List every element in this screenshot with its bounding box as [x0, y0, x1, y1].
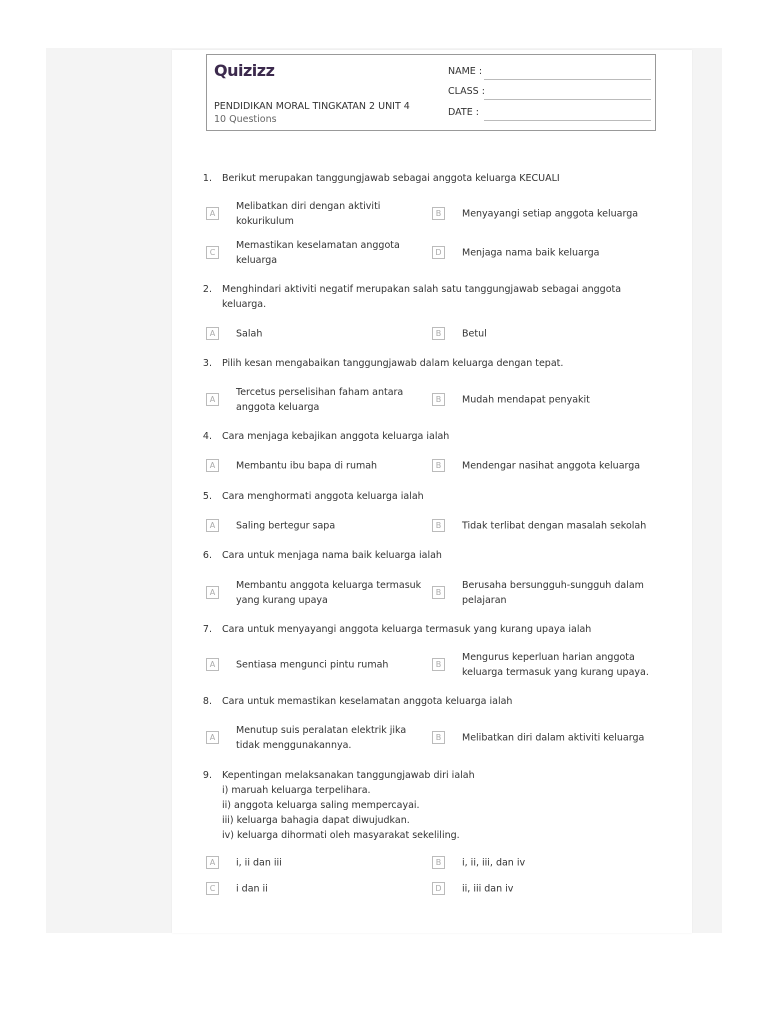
option-letter: B — [432, 856, 445, 869]
option-letter: B — [432, 459, 445, 472]
option-letter: A — [206, 459, 219, 472]
question-text: Cara untuk menjaga nama baik keluarga ialah — [222, 550, 442, 561]
question-number: 2. — [202, 284, 212, 295]
name-label: NAME : — [448, 66, 483, 77]
name-line[interactable] — [484, 79, 651, 80]
option-q7-b[interactable] — [432, 650, 652, 680]
option-q2-a[interactable] — [206, 319, 426, 349]
option-q2-b[interactable] — [432, 319, 652, 349]
option-q4-a[interactable] — [206, 451, 426, 481]
name-field[interactable] — [448, 66, 651, 80]
option-text: Tercetus perselisihan faham antara anggota keluarga — [236, 387, 404, 413]
class-label: CLASS : — [448, 86, 485, 97]
option-letter: A — [206, 207, 219, 220]
option-text: Tidak terlibat dengan masalah sekolah — [462, 520, 647, 532]
option-text: Betul — [462, 328, 487, 340]
option-letter: D — [432, 246, 445, 259]
option-text: Menyayangi setiap anggota keluarga — [462, 208, 639, 220]
option-letter: B — [432, 586, 445, 599]
date-line[interactable] — [484, 120, 651, 121]
option-letter: B — [432, 658, 445, 671]
option-letter: A — [206, 327, 219, 340]
option-text: i, ii dan iii — [236, 857, 282, 869]
question-count: 10 Questions — [214, 114, 277, 125]
option-text: i, ii, iii, dan iv — [462, 857, 526, 869]
option-q1-b[interactable] — [432, 199, 652, 229]
option-text: Menutup suis peralatan elektrik jika tidak menggunakannya. — [236, 725, 407, 751]
question-number: 1. — [202, 173, 212, 184]
option-text: ii, iii dan iv — [462, 883, 514, 895]
quizizz-logo: Quizizz — [214, 61, 275, 80]
option-q9-c[interactable] — [206, 874, 426, 904]
option-letter: A — [206, 586, 219, 599]
option-text: Membantu anggota keluarga termasuk yang kurang upaya — [236, 580, 422, 606]
question-number: 7. — [202, 624, 212, 635]
option-text: Sentiasa mengunci pintu rumah — [236, 659, 389, 671]
option-q3-a[interactable] — [206, 385, 426, 415]
option-q1-d[interactable] — [432, 238, 652, 268]
option-text: Melibatkan diri dengan aktiviti kokurikulum — [236, 201, 381, 227]
date-label: DATE : — [448, 107, 479, 118]
class-field[interactable] — [448, 86, 651, 100]
question-text: Cara menjaga kebajikan anggota keluarga ialah — [222, 431, 450, 442]
question-text: Pilih kesan mengabaikan tanggungjawab dalam keluarga dengan tepat. — [222, 358, 564, 369]
option-text: Berusaha bersungguh-sungguh dalam pelajaran — [462, 580, 644, 606]
option-q1-a[interactable] — [206, 199, 426, 229]
option-letter: C — [206, 246, 219, 259]
option-text: Mudah mendapat penyakit — [462, 394, 590, 406]
quiz-title: PENDIDIKAN MORAL TINGKATAN 2 UNIT 4 — [214, 101, 410, 112]
option-letter: B — [432, 207, 445, 220]
question-number: 8. — [202, 696, 212, 707]
question-text: Menghindari aktiviti negatif merupakan salah satu tanggungjawab sebagai anggota keluarga. — [222, 284, 622, 310]
option-letter: A — [206, 856, 219, 869]
option-letter: B — [432, 519, 445, 532]
question-number: 4. — [202, 431, 212, 442]
option-letter: B — [432, 327, 445, 340]
question-number: 3. — [202, 358, 212, 369]
option-text: i dan ii — [236, 883, 268, 895]
option-q5-a[interactable] — [206, 511, 426, 541]
option-letter: B — [432, 393, 445, 406]
option-letter: B — [432, 731, 445, 744]
option-q6-b[interactable] — [432, 578, 652, 608]
option-q3-b[interactable] — [432, 385, 652, 415]
option-q5-b[interactable] — [432, 511, 652, 541]
question-text: Cara untuk menyayangi anggota keluarga termasuk yang kurang upaya ialah — [222, 624, 592, 635]
option-text: Menjaga nama baik keluarga — [462, 247, 600, 259]
option-text: Mengurus keperluan harian anggota keluarga termasuk yang kurang upaya. — [462, 652, 649, 678]
question-text: Cara menghormati anggota keluarga ialah — [222, 491, 424, 502]
question-number: 9. — [202, 770, 212, 781]
option-letter: A — [206, 393, 219, 406]
option-letter: D — [432, 882, 445, 895]
date-field[interactable] — [448, 107, 651, 121]
option-q9-d[interactable] — [432, 874, 652, 904]
worksheet-header — [206, 54, 656, 131]
option-text: Memastikan keselamatan anggota keluarga — [236, 240, 400, 266]
option-text: Mendengar nasihat anggota keluarga — [462, 460, 641, 472]
option-q7-a[interactable] — [206, 650, 426, 680]
option-text: Saling bertegur sapa — [236, 520, 336, 532]
option-letter: A — [206, 519, 219, 532]
question-number: 6. — [202, 550, 212, 561]
question-text: Kepentingan melaksanakan tanggungjawab diri ialah i) maruah keluarga terpelihara. ii) anggota keluarga saling mempercayai. iii) keluarga bahagia dapat diwujudkan. iv) keluarga dihormati oleh masyarakat sekeliling. — [222, 770, 475, 841]
option-letter: A — [206, 658, 219, 671]
option-q6-a[interactable] — [206, 578, 426, 608]
option-text: Membantu ibu bapa di rumah — [236, 460, 378, 472]
option-q8-a[interactable] — [206, 723, 426, 753]
option-letter: A — [206, 731, 219, 744]
question-number: 5. — [202, 491, 212, 502]
class-line[interactable] — [484, 99, 651, 100]
question-text: Cara untuk memastikan keselamatan anggota keluarga ialah — [222, 696, 513, 707]
option-text: Salah — [236, 328, 263, 340]
option-q1-c[interactable] — [206, 238, 426, 268]
option-q4-b[interactable] — [432, 451, 652, 481]
option-text: Melibatkan diri dalam aktiviti keluarga — [462, 732, 645, 744]
option-letter: C — [206, 882, 219, 895]
option-q8-b[interactable] — [432, 723, 652, 753]
question-text: Berikut merupakan tanggungjawab sebagai anggota keluarga KECUALI — [222, 173, 560, 184]
